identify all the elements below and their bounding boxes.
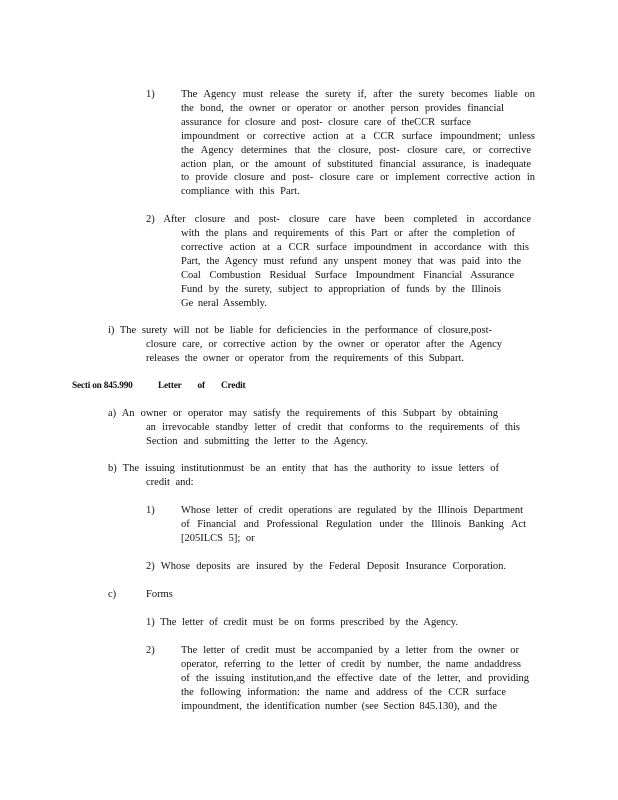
text-line: to provide closure and post- closure care or implement corrective action in [181,172,535,184]
sub-b-body [146,476,246,490]
sub-b-item-2 [146,560,506,574]
text-line: Ge neral Assembly. [181,297,267,309]
text-line: Part, the Agency must refund any unspent money that was paid into the [181,255,521,267]
item-marker: 2) [146,645,155,656]
item-marker: 1) [146,89,155,100]
text-line: of Financial and Professional Regulation under the Illinois Banking Act [181,518,526,530]
text-line: closure care, or corrective action by the owner or operator after the Agency [146,339,502,350]
item-marker: 1) [146,505,155,516]
section-title: Letter of Credit [158,381,246,391]
text-line: b) The issuing institutionmust be an entity that has the authority to issue letters of [108,463,499,474]
text-line: 2) Whose deposits are insured by the Federal Deposit Insurance Corporation. [146,561,506,572]
text-line: Fund by the surety, subject to appropriation of funds by the Illinois [181,283,501,295]
text-line: [205ILCS 5]; or [181,532,255,544]
text-line: the bond, the owner or operator or another person provides financial [181,102,504,114]
text-line: credit and: [146,477,194,488]
text-line: impoundment or corrective action at a CCR surface impoundment; unless [181,130,535,142]
text-line: assurance for closure and post- closure care of theCCR surface [181,116,471,128]
sub-a-first-line [108,407,498,421]
text-line: Section and submitting the letter to the Agency. [146,435,368,447]
text-line: operator, referring to the letter of credit by number, the name andaddress [181,658,521,670]
sec-f-item-1 [181,88,535,199]
sub-c-item-1 [146,616,458,630]
text-line: Coal Combustion Residual Surface Impoundment Financial Assurance [181,269,514,281]
text-line: compliance with this Part. [181,186,300,198]
text-line: with the plans and requirements of this Part or after the completion of [181,228,515,239]
text-line: action plan, or the amount of substituted financial assurance, is inadequate [181,158,531,170]
sub-c-marker: c) [108,589,117,600]
sec-f-item-2-first-line [146,213,531,227]
sub-a-body [146,421,520,449]
sec-i-body [146,338,502,366]
text-line: an irrevocable standby letter of credit that conforms to the requirements of this [146,422,520,433]
text-line: impoundment, the identification number (see Section 845.130), and the [181,700,497,712]
text-line: The Agency must release the surety if, after the surety becomes liable on [181,89,535,100]
sub-b-item-1 [181,504,526,546]
sub-c-item-2 [181,644,529,714]
sub-b-first-line [108,462,499,476]
text-line: releases the owner or operator from the requirements of this Subpart. [146,352,464,364]
section-number: Secti on 845.990 [72,381,133,391]
sec-i-first-line [108,324,492,338]
text-line: a) An owner or operator may satisfy the requirements of this Subpart by obtaining [108,408,498,419]
sub-c-label: Forms [146,589,173,600]
text-line: Whose letter of credit operations are regulated by the Illinois Department [181,505,523,516]
text-line: corrective action at a CCR surface impoundment in accordance with this [181,241,529,253]
text-line: 2) After closure and post- closure care have been completed in accordance [146,214,531,225]
text-line: of the issuing institution,and the effective date of the letter, and providing [181,672,529,684]
text-line: 1) The letter of credit must be on forms prescribed by the Agency. [146,617,458,628]
sec-f-item-2 [181,227,531,310]
text-line: the Agency determines that the closure, post- closure care, or corrective [181,144,531,156]
text-line: the following information: the name and address of the CCR surface [181,686,506,698]
text-line: i) The surety will not be liable for deficiencies in the performance of closure,post- [108,325,492,336]
text-line: The letter of credit must be accompanied by a letter from the owner or [181,645,519,656]
